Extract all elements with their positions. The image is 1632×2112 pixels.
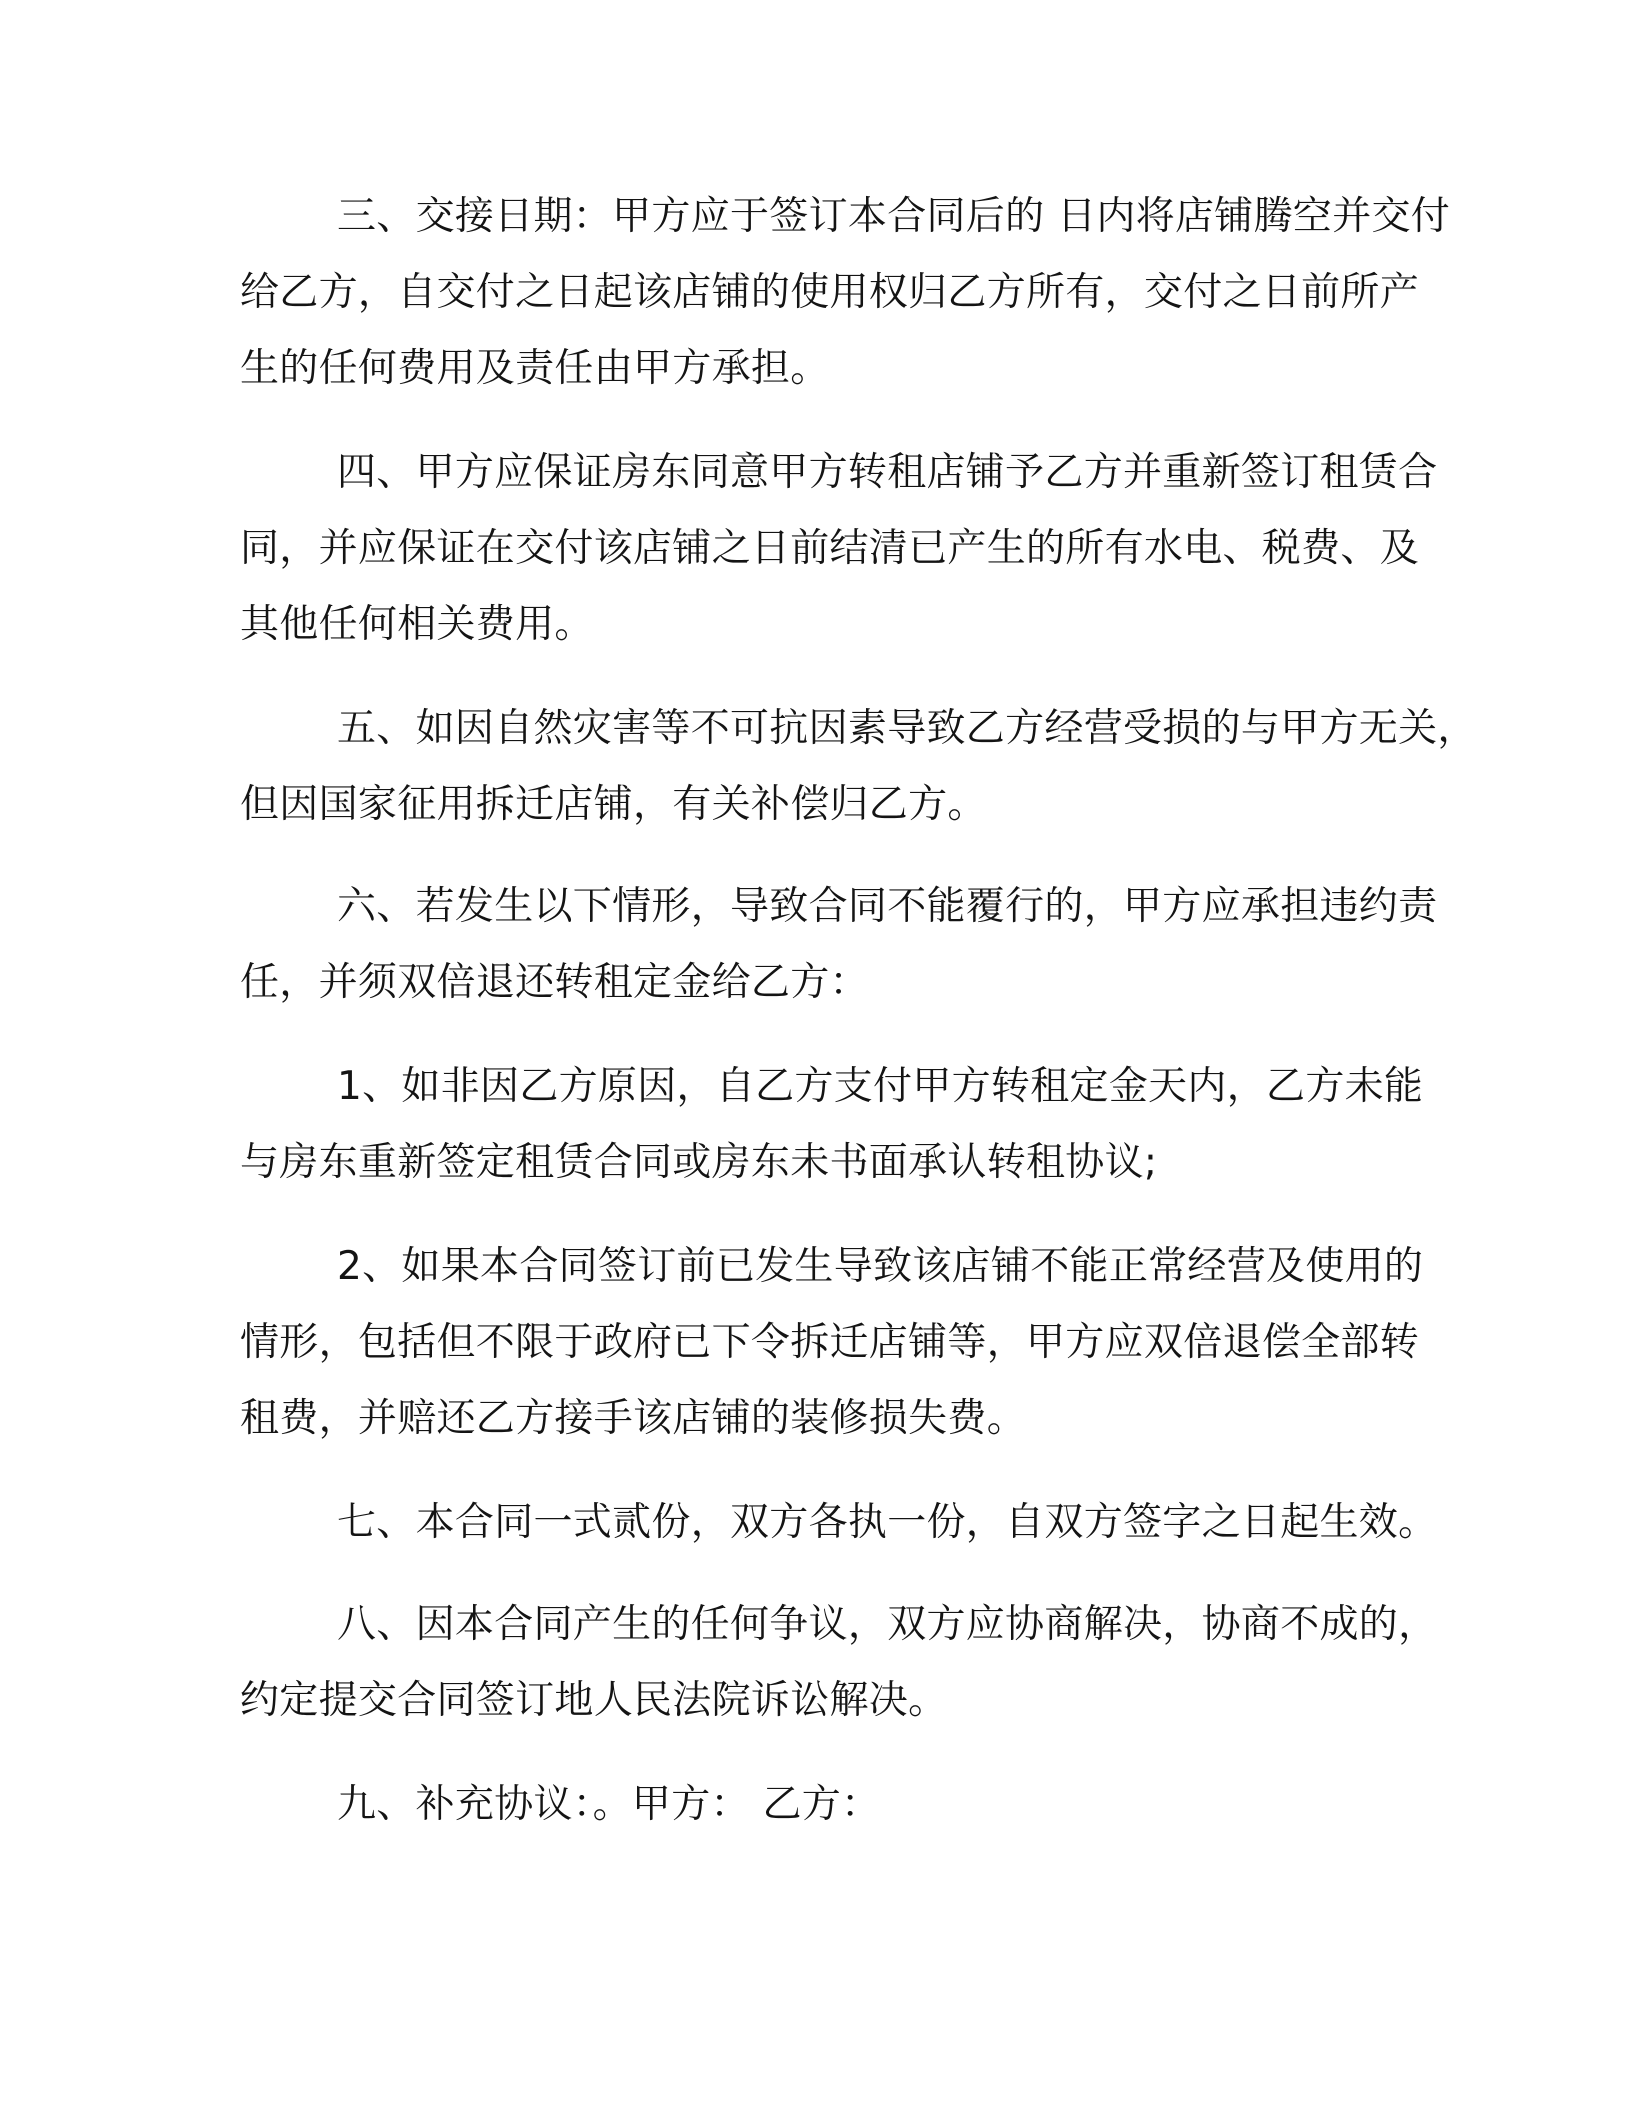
clause-3-line-1: 三、交接日期：甲方应于签订本合同后的 日内将店铺腾空并交付 [337, 194, 1451, 239]
clause-5-line-2: 但因国家征用拆迁店铺，有关补偿归乙方。 [240, 782, 987, 827]
clause-4-line-3: 其他任何相关费用。 [240, 602, 594, 647]
clause-5-line-1: 五、如因自然灾害等不可抗因素导致乙方经营受损的与甲方无关， [337, 706, 1477, 751]
clause-8-line-2: 约定提交合同签订地人民法院诉讼解决。 [240, 1678, 948, 1723]
clause-3-line-2: 给乙方，自交付之日起该店铺的使用权归乙方所有，交付之日前所产 [240, 270, 1420, 315]
clause-6-2-line-2: 情形，包括但不限于政府已下令拆迁店铺等，甲方应双倍退偿全部转 [240, 1320, 1420, 1365]
clause-3-line-3: 生的任何费用及责任由甲方承担。 [240, 346, 830, 391]
clause-6-line-2: 任，并须双倍退还转租定金给乙方： [240, 960, 869, 1005]
clause-4-line-1: 四、甲方应保证房东同意甲方转租店铺予乙方并重新签订租赁合 [337, 450, 1438, 495]
clause-7-line-1: 七、本合同一式贰份，双方各执一份，自双方签字之日起生效。 [337, 1500, 1438, 1545]
clause-8-line-1: 八、因本合同产生的任何争议，双方应协商解决，协商不成的， [337, 1602, 1438, 1647]
clause-4-line-2: 同，并应保证在交付该店铺之日前结清已产生的所有水电、税费、及 [240, 526, 1420, 571]
clause-9-line-1: 九、补充协议：。甲方： 乙方： [337, 1782, 881, 1827]
clause-6-1-line-2: 与房东重新签定租赁合同或房东未书面承认转租协议; [240, 1140, 1158, 1185]
clause-6-2-line-1: 2、如果本合同签订前已发生导致该店铺不能正常经营及使用的 [337, 1244, 1424, 1289]
clause-6-2-line-3: 租费，并赔还乙方接手该店铺的装修损失费。 [240, 1396, 1027, 1441]
clause-6-1-line-1: 1、如非因乙方原因，自乙方支付甲方转租定金天内，乙方未能 [337, 1064, 1424, 1109]
clause-6-line-1: 六、若发生以下情形，导致合同不能覆行的，甲方应承担违约责 [337, 884, 1438, 929]
